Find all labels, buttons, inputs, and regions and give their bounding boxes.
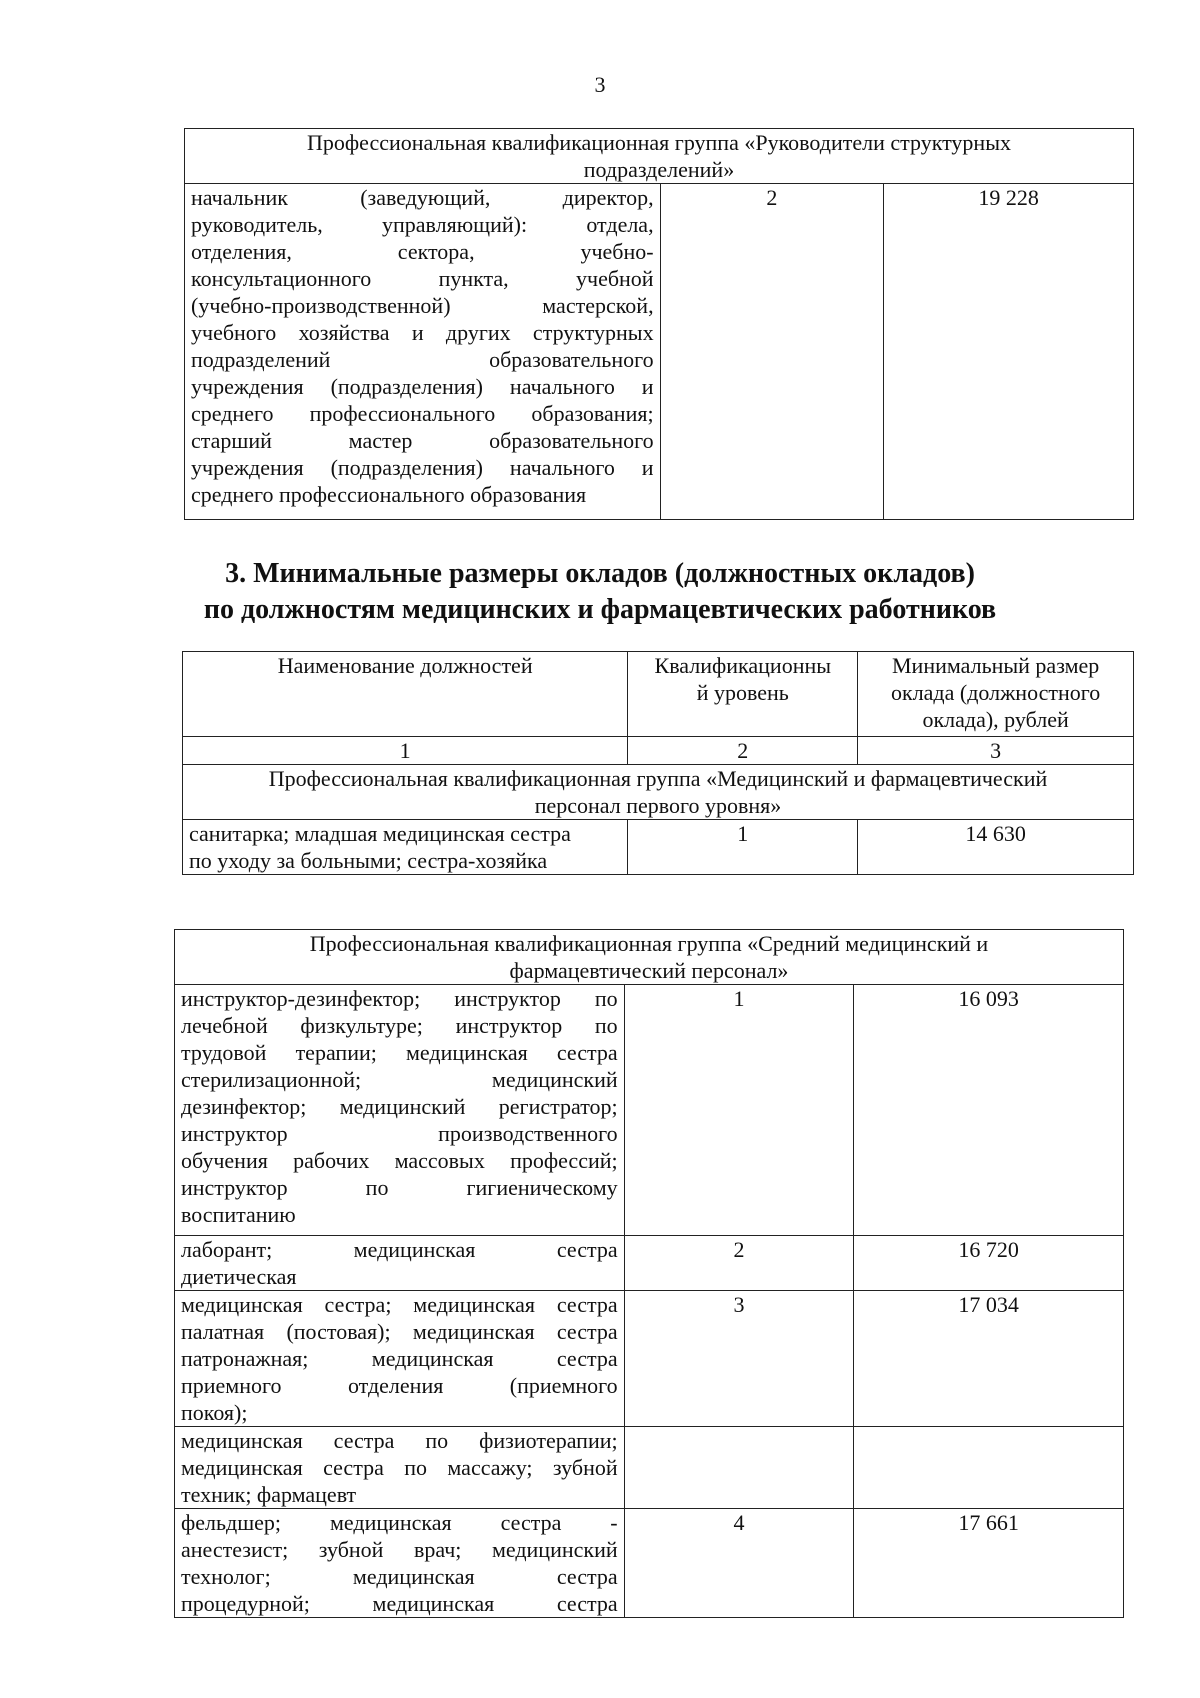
header-level-line: й уровень (696, 680, 789, 705)
salary-cell: 17 034 (854, 1291, 1124, 1427)
name-line: среднего профессионального образования (191, 482, 587, 507)
header-salary-line: Минимальный размер (891, 653, 1100, 678)
name-line: медицинская сестра по массажу; зубной (181, 1455, 618, 1480)
header-level-cell (628, 652, 858, 737)
name-line: диетическая (181, 1264, 297, 1289)
position-names-cell (175, 1291, 625, 1427)
managers-table (184, 128, 1134, 520)
qualification-level-cell: 3 (624, 1291, 854, 1427)
col-number: 1 (183, 737, 628, 765)
table-row (185, 184, 1134, 520)
qualification-level-cell: 2 (660, 184, 884, 520)
name-line: (учебно-производственной) мастерской, (191, 293, 654, 318)
table-row (175, 985, 1124, 1236)
table-row (183, 820, 1134, 875)
group-title-line: подразделений» (583, 157, 735, 182)
name-line: приемного отделения (приемного (181, 1373, 618, 1398)
name-line: дезинфектор; медицинский регистратор; (181, 1094, 618, 1119)
name-line: патронажная; медицинская сестра (181, 1346, 618, 1371)
section-heading-line1: 3. Минимальные размеры окладов (должностных окладов) (225, 558, 975, 589)
position-names-cell (183, 820, 628, 875)
name-line: начальник (заведующий, директор, (191, 185, 654, 210)
salary-cell: 14 630 (858, 820, 1134, 875)
name-line: техник; фармацевт (181, 1482, 357, 1507)
salary-cell: 16 093 (854, 985, 1124, 1236)
col-number: 2 (628, 737, 858, 765)
salary-cell (854, 1427, 1124, 1509)
group-title-cell (183, 765, 1134, 820)
name-line: палатная (постовая); медицинская сестра (181, 1319, 618, 1344)
group-title-line: персонал первого уровня» (534, 793, 782, 818)
name-line: подразделений образовательного (191, 347, 654, 372)
salary-cell: 16 720 (854, 1236, 1124, 1291)
name-line: учреждения (подразделения) начального и (191, 374, 654, 399)
group-title-line: фармацевтический персонал» (509, 958, 789, 983)
table-row (175, 1236, 1124, 1291)
medical-table-header (182, 651, 1134, 875)
name-line: учреждения (подразделения) начального и (191, 455, 654, 480)
name-line: трудовой терапии; медицинская сестра (181, 1040, 618, 1065)
header-salary-cell (858, 652, 1134, 737)
salary-cell: 19 228 (884, 184, 1134, 520)
position-names-cell (175, 1236, 625, 1291)
header-name-cell: Наименование должностей (183, 652, 628, 737)
name-line: руководитель, управляющий): отдела, (191, 212, 654, 237)
group-header-row (183, 765, 1134, 820)
name-line: воспитанию (181, 1202, 296, 1227)
section-heading (0, 556, 1200, 628)
group-title-line: Профессиональная квалификационная группа «Руководители структурных (307, 130, 1011, 155)
name-line: инструктор по гигиеническому (181, 1175, 618, 1200)
position-names-cell (175, 985, 625, 1236)
position-names-cell (175, 1509, 625, 1618)
qualification-level-cell: 1 (624, 985, 854, 1236)
header-level-line: Квалификационны (654, 653, 832, 678)
table-row (175, 1509, 1124, 1618)
name-line: медицинская сестра; медицинская сестра (181, 1292, 618, 1317)
name-line: инструктор-дезинфектор; инструктор по (181, 986, 618, 1011)
group-header-row (185, 129, 1134, 184)
qualification-level-cell (624, 1427, 854, 1509)
position-names-cell (175, 1427, 625, 1509)
name-line: консультационного пункта, учебной (191, 266, 654, 291)
name-line: лечебной физкультуре; инструктор по (181, 1013, 618, 1038)
name-line: учебного хозяйства и других структурных (191, 320, 654, 345)
name-line: процедурной; медицинская сестра (181, 1591, 618, 1616)
name-line: технолог; медицинская сестра (181, 1564, 618, 1589)
qualification-level-cell: 2 (624, 1236, 854, 1291)
section-heading-line2: по должностям медицинских и фармацевтических работников (203, 594, 997, 625)
name-line: старший мастер образовательного (191, 428, 654, 453)
name-line: анестезист; зубной врач; медицинский (181, 1537, 618, 1562)
name-line: фельдшер; медицинская сестра - (181, 1510, 618, 1535)
name-line: санитарка; младшая медицинская сестра (189, 821, 571, 846)
group-title-line: Профессиональная квалификационная группа «Средний медицинский и (309, 931, 989, 956)
salary-cell: 17 661 (854, 1509, 1124, 1618)
group-header-row (175, 930, 1124, 985)
table-row (175, 1427, 1124, 1509)
name-line: по уходу за больными; сестра-хозяйка (189, 848, 548, 873)
name-line: среднего профессионального образования; (191, 401, 654, 426)
name-line: инструктор производственного (181, 1121, 618, 1146)
table-row (175, 1291, 1124, 1427)
name-line: отделения, сектора, учебно- (191, 239, 654, 264)
header-row (183, 652, 1134, 737)
header-salary-line: оклада), рублей (922, 707, 1069, 732)
name-line: стерилизационной; медицинский (181, 1067, 618, 1092)
group-title-cell (185, 129, 1134, 184)
name-line: покоя); (181, 1400, 248, 1425)
name-line: лаборант; медицинская сестра (181, 1237, 618, 1262)
position-names-cell (185, 184, 661, 520)
qualification-level-cell: 4 (624, 1509, 854, 1618)
group-title-cell (175, 930, 1124, 985)
qualification-level-cell: 1 (628, 820, 858, 875)
name-line: медицинская сестра по физиотерапии; (181, 1428, 618, 1453)
group-title-line: Профессиональная квалификационная группа «Медицинский и фармацевтический (268, 766, 1048, 791)
column-numbers-row (183, 737, 1134, 765)
medical-table-group2 (174, 929, 1124, 1618)
name-line: обучения рабочих массовых профессий; (181, 1148, 618, 1173)
page-number: 3 (594, 72, 606, 97)
header-salary-line: оклада (должностного (891, 680, 1101, 705)
col-number: 3 (858, 737, 1134, 765)
